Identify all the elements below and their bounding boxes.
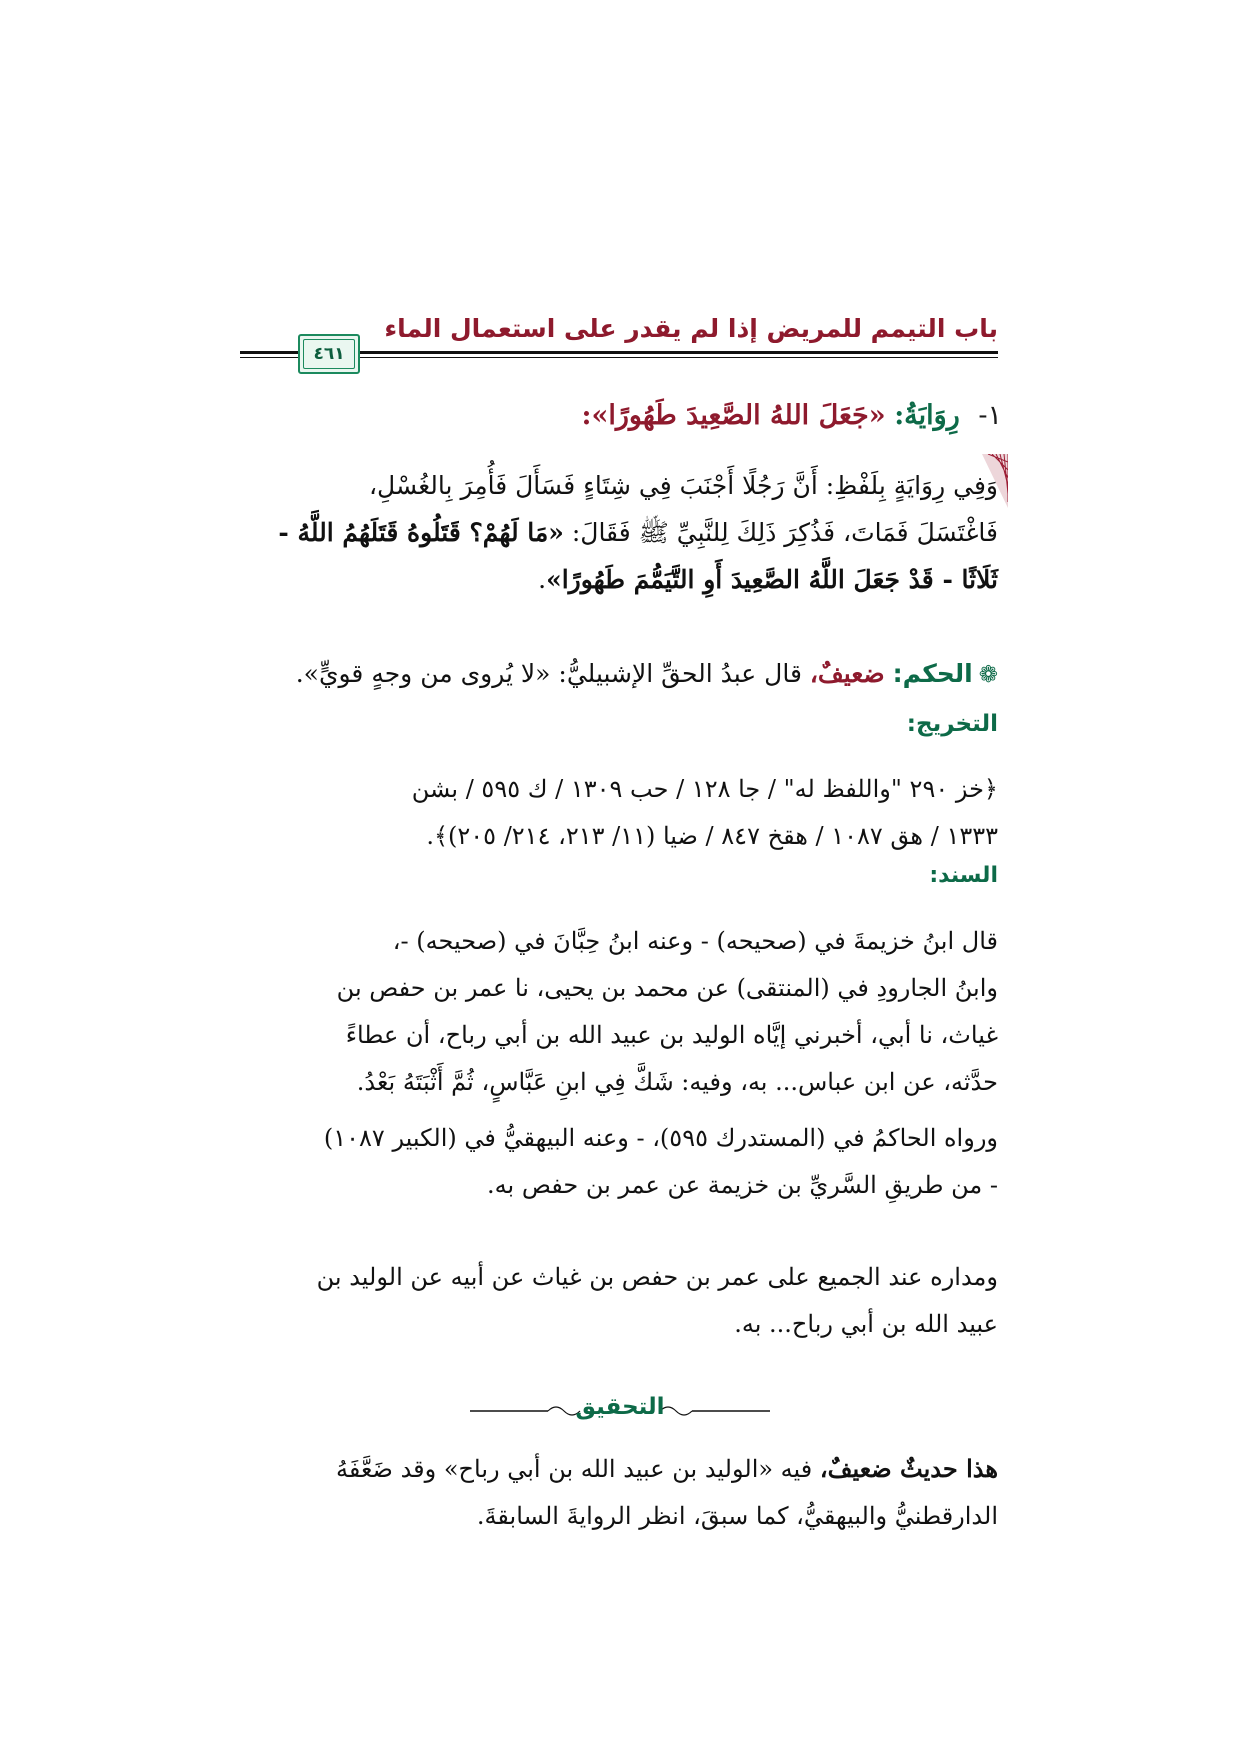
tahqiq-line-1 (236, 1445, 998, 1493)
sanad-p3-line: عبيد الله بن أبي رباح... به. (734, 1310, 998, 1338)
ruling-text: قال عبدُ الحقِّ الإشبيليُّ: «لا يُروى من وجهٍ قويٍّ». (295, 659, 802, 688)
tahqiq-line-1-rest: فيه «الوليد بن عبيد الله بن أبي رباح» وقد ضَعَّفَهُ (335, 1455, 820, 1483)
section-label: رِوَايَةُ: (894, 400, 960, 431)
sanad-p2-line: - من طريقِ السَّريِّ بن خزيمة عن عمر بن حفص به. (487, 1171, 998, 1199)
takhrij-line-1: ﴿خز ٢٩٠ "واللفظ له" / جا ١٢٨ / حب ١٣٠٩ / ك ٥٩٥ / بشن (411, 775, 998, 803)
sanad-p1-line: حدَّثه، عن ابن عباس... به، وفيه: شَكَّ فِي ابنِ عَبَّاسٍ، ثُمَّ أَثْبَتَهُ بَعْدُ. (356, 1068, 998, 1096)
takhrij-text (236, 766, 998, 860)
section-number: ١- (978, 400, 1002, 431)
header-rule-thin (358, 357, 998, 358)
narration-line-3-end: . (538, 565, 547, 594)
narration-line-2-bold: «مَا لَهُمْ؟ قَتَلُوهُ قَتَلَهُمُ اللَّهُ - (278, 518, 564, 547)
header-rule-left-thin (240, 357, 302, 358)
ruling-line (228, 654, 998, 695)
sanad-paragraph-1 (236, 918, 998, 1106)
narration-text (236, 462, 998, 603)
tahqiq-verdict: هذا حديثٌ ضعيفٌ، (819, 1454, 998, 1483)
tahqiq-line-2: الدارقطنيُّ والبيهقيُّ، كما سبقَ، انظر الروايةَ السابقةَ. (476, 1502, 998, 1530)
narration-line-1: وَفِي رِوَايَةٍ بِلَفْظِ: أَنَّ رَجُلًا أَجْنَبَ فِي شِتَاءٍ فَسَأَلَ فَأُمِرَ بِالغُسْلِ، (368, 471, 998, 500)
sanad-paragraph-2 (236, 1115, 998, 1209)
ruling-label: الحكم: (892, 659, 973, 688)
sanad-p1-line: غياث، نا أبي، أخبرني إيَّاه الوليد بن عبيد الله بن أبي رباح، أن عطاءً (345, 1021, 998, 1049)
header-rule-left (240, 351, 302, 354)
takhrij-line-2: ١٣٣٣ / هق ١٠٨٧ / هقخ ٨٤٧ / ضيا (١١/ ٢١٣، ٢١٤/ ٢٠٥)﴾. (426, 822, 998, 850)
tahqiq-heading: التحقيق (575, 1394, 665, 1420)
narration-line-3 (236, 556, 998, 603)
narration-line-3-bold: ثَلَاثًا - قَدْ جَعَلَ اللَّهُ الصَّعِيدَ أَوِ التَّيَمُّمَ طَهُورًا» (546, 565, 998, 594)
tahqiq-divider (470, 1392, 770, 1432)
sanad-p1-line: قال ابنُ خزيمةَ في (صحيحه) - وعنه ابنُ حِبَّانَ في (صحيحه) -، (392, 927, 998, 955)
section-heading (302, 396, 1002, 436)
running-title: باب التيمم للمريض إذا لم يقدر على استعمال الماء (384, 314, 998, 343)
page-number: ٤٦١ (313, 344, 345, 364)
narration-line-2-plain: فَاغْتَسَلَ فَمَاتَ، فَذُكِرَ ذَلِكَ لِلنَّبِيِّ ﷺ فَقَالَ: (563, 518, 998, 547)
sanad-heading: السند: (929, 863, 998, 888)
takhrij-heading: التخريج: (906, 711, 998, 737)
header-rule (358, 351, 998, 354)
sanad-p2-line: ورواه الحاكمُ في (المستدرك ٥٩٥)، - وعنه البيهقيُّ في (الكبير ١٠٨٧) (323, 1124, 998, 1152)
narration-line-2 (236, 509, 998, 556)
sanad-paragraph-3 (236, 1254, 998, 1348)
sanad-p3-line: ومداره عند الجميع على عمر بن حفص بن غياث عن أبيه عن الوليد بن (316, 1263, 998, 1291)
section-quote: «جَعَلَ اللهُ الصَّعِيدَ طَهُورًا»: (581, 400, 886, 431)
ruling-verdict: ضعيفٌ، (809, 659, 885, 688)
tahqiq-text (236, 1445, 998, 1540)
page-number-badge (298, 334, 360, 374)
sanad-p1-line: وابنُ الجارودِ في (المنتقى) عن محمد بن يحيى، نا عمر بن حفص بن (336, 974, 998, 1002)
flower-icon: ❁ (978, 662, 998, 688)
